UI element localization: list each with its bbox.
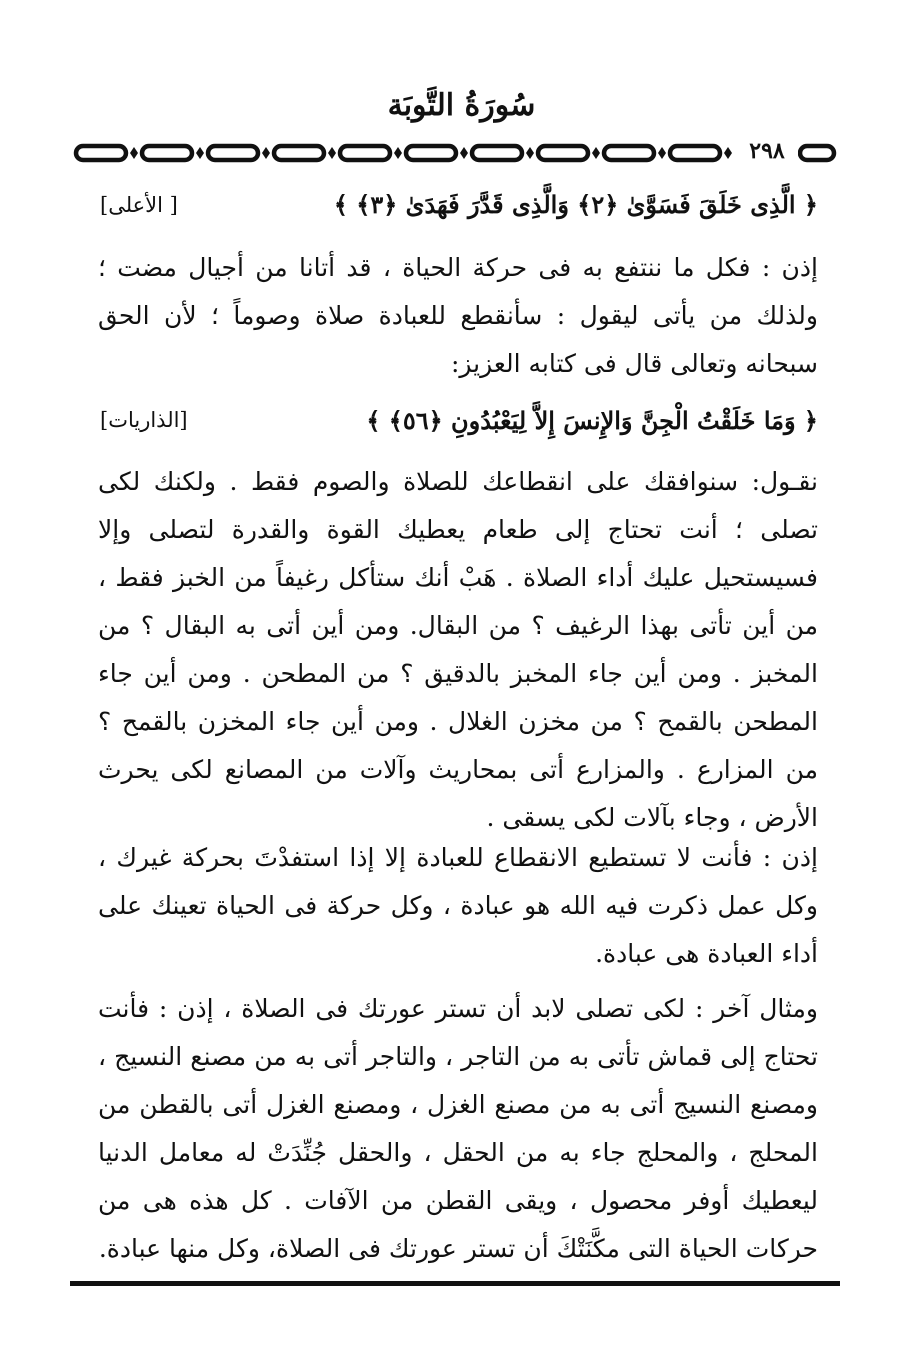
surah-title: سُورَةُ التَّوبَة [387, 88, 536, 123]
page-number: ٢٩٨ [736, 137, 798, 165]
paragraph-3: إذن : فأنت لا تستطيع الانقطاع للعبادة إلا إذا استفدْتَ بحركة غيرك ، وكل عمل ذكرت فيه الله هو عبادة ، وكل حركة فى الحياة تعينك على أداء العبادة هى عبادة. [98, 843, 818, 968]
quran-verse-1: ﴿ الَّذِى خَلَقَ فَسَوَّىٰ ﴿٢﴾ وَالَّذِى قَدَّرَ فَهَدَىٰ ﴿٣﴾ ﴾ [333, 190, 818, 219]
ornamental-header-rule [70, 140, 840, 166]
surah-reference-2: [الذاريات] [100, 408, 188, 432]
paragraph-1: إذن : فكل ما ننتفع به فى حركة الحياة ، قد أتانا من أجيال مضت ؛ ولذلك من يأتى ليقول : سأنقطع للعبادة صلاة وصوماً ؛ لأن الحق سبحانه وتعالى قال فى كتابه العزيز: [98, 253, 818, 378]
paragraph-2: نقـول: سنوافقك على انقطاعك للصلاة والصوم فقط . ولكنك لكى تصلى ؛ أنت تحتاج إلى طعام يعطيك القوة والقدرة لتصلى وإلا فسيستحيل عليك أداء الصلاة . هَبْ أنك ستأكل رغيفاً من الخبز فقط ، من أين تأتى بهذا الرغيف ؟ من البقال. ومن أين أتى به البقال ؟ من المخبز . ومن أين جاء المخبز بالدقيق ؟ من المطحن . ومن أين جاء المطحن بالقمح ؟ من مخزن الغلال . ومن أين جاء المخزن بالقمح ؟ من المزارع . والمزارع أتى بمحاريث وآلات من المصانع لكى يحرث الأرض ، وجاء بآلات لكى يسقى . [98, 467, 818, 832]
footer-rule [70, 1281, 840, 1286]
paragraph-4: ومثال آخر : لكى تصلى لابد أن تستر عورتك فى الصلاة ، إذن : فأنت تحتاج إلى قماش تأتى به من التاجر ، والتاجر أتى به من مصنع النسيج ، ومصنع النسيج أتى به من مصنع الغزل ، ومصنع الغزل أتى بالقطن من المحلج ، والمحلج جاء به من الحقل ، والحقل جُنِّدَتْ له معامل الدنيا ليعطيك أوفر محصول ، ويقى القطن من الآفات . كل هذه هى من حركات الحياة التى مكَّنَتْكَ أن تستر عورتك فى الصلاة، وكل منها عبادة. [98, 994, 818, 1263]
surah-reference-1: [ الأعلى] [100, 193, 178, 217]
quran-verse-2: ﴿ وَمَا خَلَقْتُ الْجِنَّ وَالإِنسَ إِلاَّ لِيَعْبُدُونِ ﴿٥٦﴾ ﴾ [366, 406, 818, 435]
